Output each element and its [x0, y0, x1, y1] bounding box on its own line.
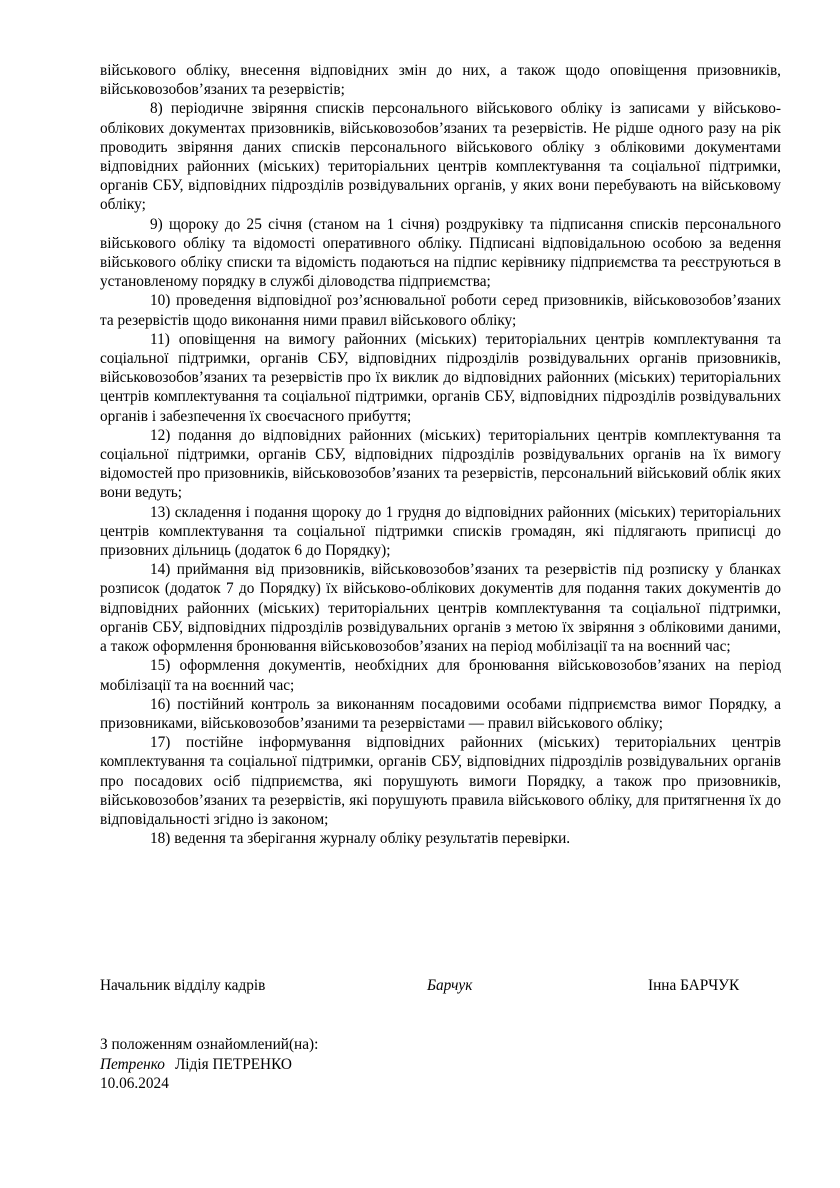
acknowledgement-name: Лідія ПЕТРЕНКО [174, 1055, 292, 1073]
acknowledgement-signature: Петренко [100, 1055, 165, 1073]
signatory-name: Інна БАРЧУК [648, 977, 740, 994]
paragraph-item-9: 9) щороку до 25 січня (станом на 1 січня) роздруківку та підписання списків персонального військового обліку та відомості оперативного обліку. Підписані відповідальною особою за ведення військового обліку списки та відомість подаються на підпис керівнику підприємства та реєструються в установленому порядку в службі діловодства підприємства; [100, 215, 781, 291]
paragraph-item-14: 14) приймання від призовників, військовозобов’язаних та резервістів під розписку у бланках розписок (додаток 7 до Порядку) їх військово-облікових документів для подання таких документів до відповідних районних (міських) територіальних центрів комплектування та соціальної підтримки, органів СБУ, відповідних підрозділів розвідувальних органів з метою їх звіряння з обліковими даними, а також оформлення бронювання військовозобов’язаних на період мобілізації та на воєнний час; [100, 561, 781, 656]
paragraph-item-11: 11) оповіщення на вимогу районних (міських) територіальних центрів комплектування та соціальної підтримки, органів СБУ, відповідних підрозділів розвідувальних органів призовників, військовозобов’язаних та резервістів про їх виклик до відповідних районних (міських) територіальних центрів комплектування та соціальної підтримки, органів СБУ, відповідних підрозділів розвідувальних органів і забезпечення їх своєчасного прибуття; [100, 330, 781, 425]
acknowledgement-heading: З положенням ознайомлений(на): [100, 1036, 319, 1053]
signatory-position: Начальник відділу кадрів [100, 977, 266, 994]
paragraph-item-16: 16) постійний контроль за виконанням посадовими особами підприємства вимог Порядку, а призовниками, військовозобов’язаними та резервістами — правил військового обліку; [100, 695, 781, 732]
paragraph-item-17: 17) постійне інформування відповідних районних (міських) територіальних центрів комплектування та соціальної підтримки, органів СБУ, відповідних підрозділів розвідувальних органів про посадових осіб підприємства, які порушують вимоги Порядку, а також про призовників, військовозобов’язаних та резервістів, які порушують правила військового обліку, для притягнення їх до відповідальності згідно із законом; [100, 734, 781, 828]
paragraph-item-15: 15) оформлення документів, необхідних для бронювання військовозобов’язаних на період мобілізації та на воєнний час; [100, 657, 781, 694]
paragraph-item-12: 12) подання до відповідних районних (міських) територіальних центрів комплектування та соціальної підтримки, органів СБУ, відповідних підрозділів розвідувальних органів на їх вимогу відомостей про призовників, військовозобов’язаних та резервістів, персональний військовий облік яких вони ведуть; [100, 426, 781, 502]
signature-row [0, 976, 840, 996]
acknowledgement-block [100, 1035, 500, 1094]
paragraph-item-8: 8) періодичне звіряння списків персонального військового обліку із записами у військово-облікових документах призовників, військовозобов’язаних та резервістів. Не рідше одного разу на рік проводить звіряння даних списків персонального військового обліку з обліковими документами відповідних районних (міських) територіальних центрів комплектування та соціальної підтримки, органів СБУ, відповідних підрозділів розвідувальних органів, у яких вони перебувають на військовому обліку; [100, 100, 781, 214]
document-body [100, 61, 781, 848]
paragraph-continuation: військового обліку, внесення відповідних змін до них, а також щодо оповіщення призовників, військовозобов’язаних та резервістів; [100, 62, 781, 99]
paragraph-item-13: 13) складення і подання щороку до 1 грудня до відповідних районних (міських) територіальних центрів комплектування та соціальної підтримки списків громадян, які підлягають приписці до призовних дільниць (додаток 6 до Порядку); [100, 503, 781, 560]
paragraph-item-10: 10) проведення відповідної роз’яснювальної роботи серед призовників, військовозобов’язаних та резервістів щодо виконання ними правил військового обліку; [100, 292, 781, 329]
paragraph-item-18: 18) ведення та зберігання журналу обліку результатів перевірки. [150, 830, 571, 848]
acknowledgement-signer [100, 1055, 500, 1075]
acknowledgement-date: 10.06.2024 [100, 1075, 169, 1092]
signatory-signature: Барчук [427, 977, 473, 994]
